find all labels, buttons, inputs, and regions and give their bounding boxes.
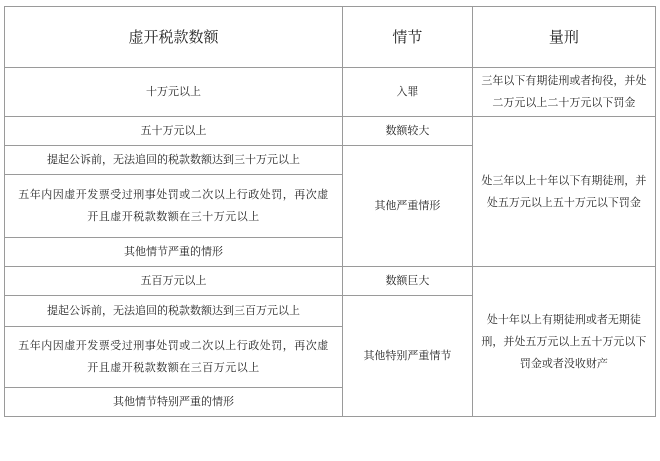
circumstance-cell: 数额巨大 xyxy=(343,267,473,296)
table-row xyxy=(5,117,656,146)
amount-cell: 其他情节特别严重的情形 xyxy=(5,388,343,417)
amount-cell: 提起公诉前，无法追回的税款数额达到三十万元以上 xyxy=(5,146,343,175)
amount-cell: 其他情节严重的情形 xyxy=(5,238,343,267)
sentence-cell: 处十年以上有期徒刑或者无期徒刑，并处五万元以上五十万元以下罚金或者没收财产 xyxy=(472,267,655,417)
amount-cell: 五年内因虚开发票受过刑事处罚或二次以上行政处罚，再次虚开且虚开税款数额在三十万元以上 xyxy=(5,175,343,238)
header-tax-amount: 虚开税款数额 xyxy=(5,7,343,68)
amount-cell: 提起公诉前，无法追回的税款数额达到三百万元以上 xyxy=(5,296,343,327)
header-sentence: 量刑 xyxy=(472,7,655,68)
header-circumstance: 情节 xyxy=(343,7,473,68)
amount-cell: 五十万元以上 xyxy=(5,117,343,146)
table-row xyxy=(5,267,656,296)
circumstance-cell: 其他严重情形 xyxy=(343,146,473,267)
table-row xyxy=(5,68,656,117)
circumstance-cell: 其他特别严重情节 xyxy=(343,296,473,417)
header-row xyxy=(5,7,656,68)
amount-cell: 五百万元以上 xyxy=(5,267,343,296)
sentence-cell: 三年以下有期徒刑或者拘役，并处二万元以上二十万元以下罚金 xyxy=(472,68,655,117)
amount-cell: 十万元以上 xyxy=(5,68,343,117)
sentencing-table xyxy=(4,6,656,417)
circumstance-cell: 数额较大 xyxy=(343,117,473,146)
sentence-cell: 处三年以上十年以下有期徒刑，并处五万元以上五十万元以下罚金 xyxy=(472,117,655,267)
circumstance-cell: 入罪 xyxy=(343,68,473,117)
amount-cell: 五年内因虚开发票受过刑事处罚或二次以上行政处罚，再次虚开且虚开税款数额在三百万元以上 xyxy=(5,327,343,388)
